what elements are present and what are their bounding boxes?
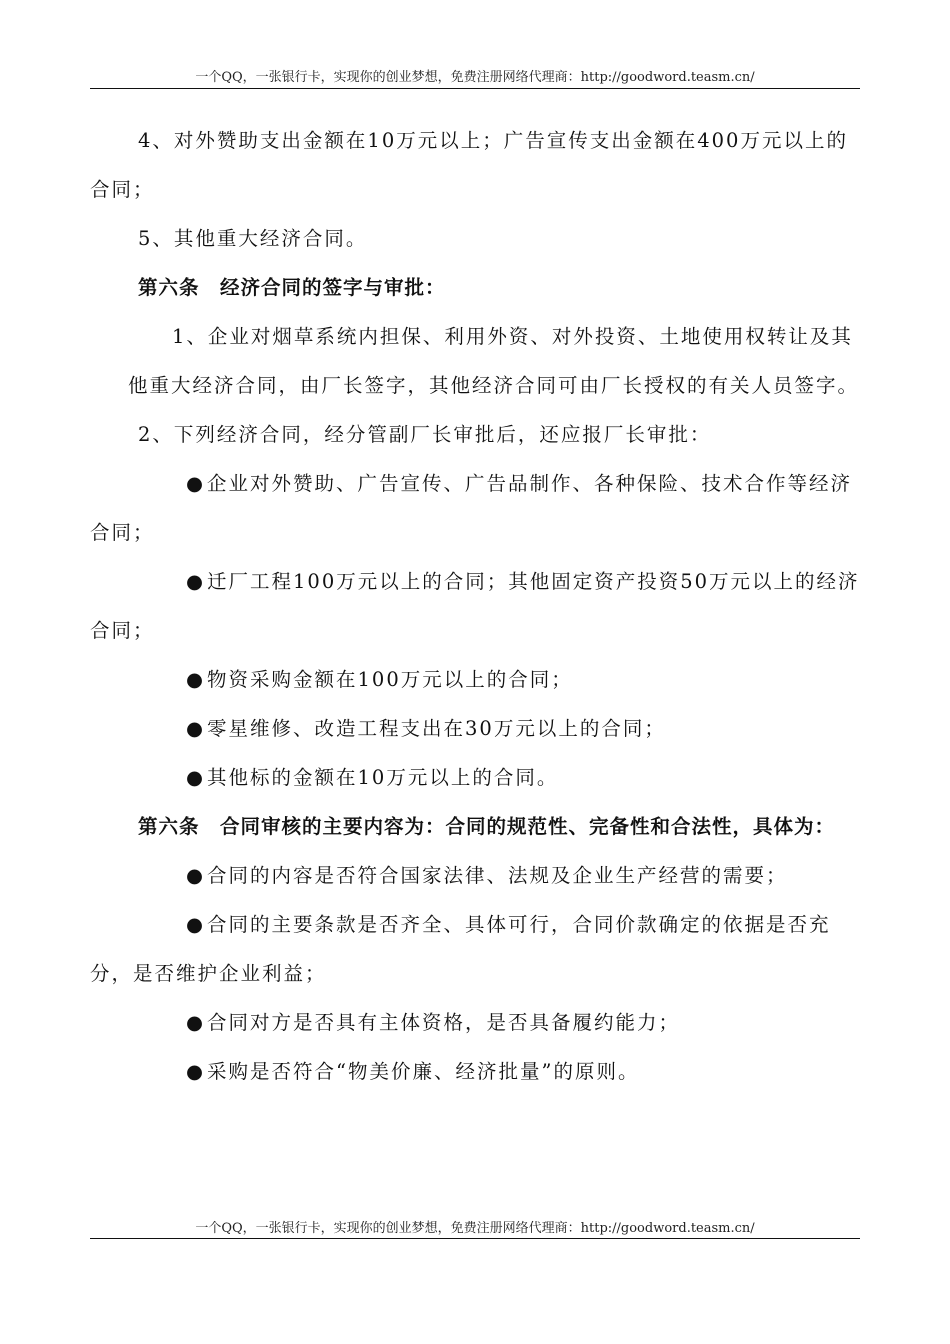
paragraph-signing-2: 2、下列经济合同，经分管副厂长审批后，还应报厂长审批： [138,423,712,446]
bullet-icon: ● [186,1011,206,1034]
list-item [90,655,860,704]
paragraph-item-4: 4、对外赞助支出金额在10万元以上；广告宣传支出金额在400万元以上的合同； [90,129,848,201]
list-item [90,557,860,655]
list-item [90,1047,860,1096]
list-item-text: 物资采购金额在100万元以上的合同； [207,668,573,691]
bullet-icon: ● [186,766,206,789]
article-heading-review: 第六条 合同审核的主要内容为：合同的规范性、完备性和合法性，具体为： [138,815,836,838]
page-footer: 一个QQ，一张银行卡，实现你的创业梦想，免费注册网络代理商：http://goodword.teasm.cn/ [195,1221,755,1236]
bullet-icon: ● [186,570,206,593]
list-item-text: 采购是否符合“物美价廉、经济批量”的原则。 [207,1060,640,1083]
page-header: 一个QQ，一张银行卡，实现你的创业梦想，免费注册网络代理商：http://goodword.teasm.cn/ [195,70,755,85]
paragraph-item-5: 5、其他重大经济合同。 [138,227,368,250]
list-item [90,459,860,557]
list-item [90,753,860,802]
bullet-icon: ● [186,472,206,495]
list-item-text: 合同的主要条款是否齐全、具体可行，合同价款确定的依据是否充分，是否维护企业利益； [90,913,831,985]
article-heading-signing: 第六条 经济合同的签字与审批： [138,276,446,299]
list-item-text: 合同的内容是否符合国家法律、法规及企业生产经营的需要； [207,864,788,887]
list-item-text: 合同对方是否具有主体资格，是否具备履约能力； [207,1011,681,1034]
bullet-icon: ● [186,864,206,887]
list-item-text: 零星维修、改造工程支出在30万元以上的合同； [207,717,666,740]
list-item-text: 企业对外赞助、广告宣传、广告品制作、各种保险、技术合作等经济合同； [90,472,853,544]
footer-rule [90,1238,860,1239]
bullet-icon: ● [186,668,206,691]
list-item [90,704,860,753]
bullet-icon: ● [186,1060,206,1083]
document-body [90,116,860,1096]
list-item [90,900,860,998]
paragraph-signing-1: 1、企业对烟草系统内担保、利用外资、对外投资、土地使用权转让及其他重大经济合同，由厂长签字，其他经济合同可由厂长授权的有关人员签字。 [128,325,860,397]
bullet-icon: ● [186,717,206,740]
list-item-text: 迁厂工程100万元以上的合同；其他固定资产投资50万元以上的经济合同； [90,570,860,642]
bullet-icon: ● [186,913,206,936]
list-item [90,851,860,900]
list-item [90,998,860,1047]
list-item-text: 其他标的金额在10万元以上的合同。 [207,766,559,789]
header-rule [90,88,860,89]
